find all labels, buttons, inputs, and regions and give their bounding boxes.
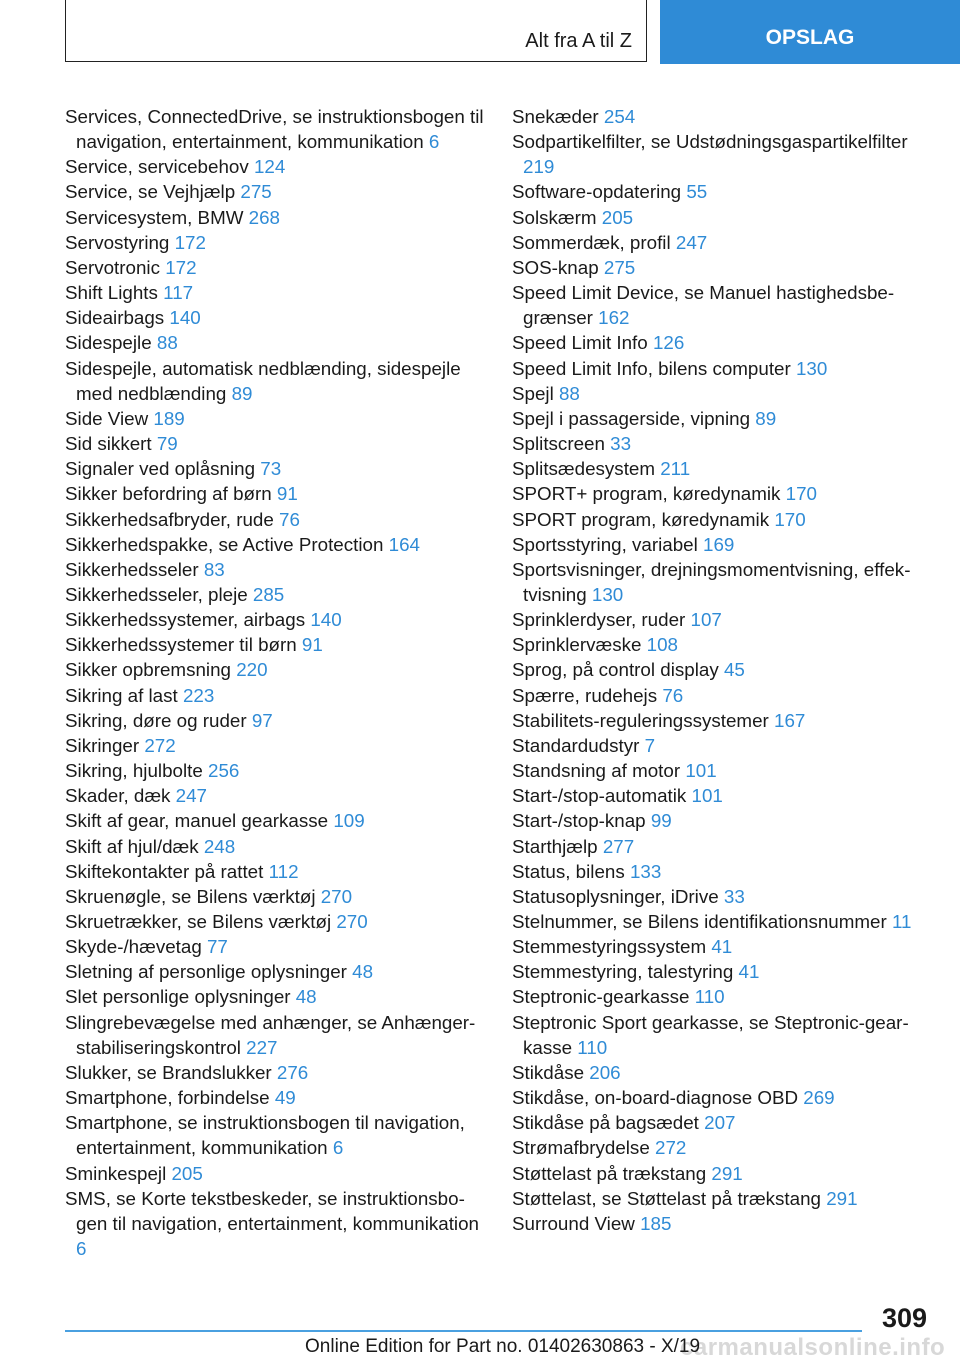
index-entry-page-link[interactable]: 207 [704,1112,736,1134]
index-entry-page-link[interactable]: 41 [711,936,733,958]
index-entry-page-link[interactable]: 110 [577,1036,608,1058]
index-entry [512,1110,927,1135]
index-entry [512,859,927,884]
header-box [65,0,647,62]
index-entry-page-link[interactable]: 268 [248,206,281,228]
index-entry-page-link[interactable]: 11 [891,911,912,932]
index-entry [512,783,927,808]
index-entry [512,959,927,984]
header-tab-opslag[interactable]: OPSLAG [660,0,960,64]
index-entry-page-link[interactable]: 41 [738,961,760,983]
index-entry-page-link[interactable]: 170 [774,508,806,530]
index-entry-term: Statusoplysninger, iDrive [512,885,719,907]
index-entry-term: Støttelast, se Støttelast på trækstang [512,1187,821,1209]
index-entry-page-link[interactable]: 272 [655,1137,687,1159]
index-entry-term: Sikring, døre og ruder [65,709,247,731]
index-entry-term: Smartphone, se instruktionsbogen til navigation, entertainment, kommunikation [65,1112,465,1159]
index-entry-term: Sid sikkert [65,433,152,455]
index-entry [65,104,485,154]
index-entry [65,657,485,682]
index-column-left [65,104,485,1261]
index-entry [512,431,927,456]
index-entry-page-link[interactable]: 33 [610,433,632,455]
index-entry-term: Sikkerhedssystemer til børn [65,634,297,656]
index-entry-term: Sikring, hjulbolte [65,760,203,782]
index-entry-page-link[interactable]: 49 [274,1087,296,1109]
index-entry-page-link[interactable]: 99 [650,810,672,832]
index-entry [512,557,927,607]
index-entry [512,657,927,682]
index-entry [65,708,485,733]
index-entry-term: Slingrebevægelse med anhænger, se Anhænger-stabiliseringskontrol [65,1011,476,1058]
index-entry-term: Spejl i passagerside, vipning [512,407,751,429]
index-entry-page-link[interactable]: 220 [236,659,268,681]
index-entry [65,532,485,557]
index-entry [512,1186,927,1211]
index-entry-term: Skyde-/hævetag [65,936,202,958]
index-entry-term: Service, se Vejhjælp [65,181,236,203]
index-entry-page-link[interactable]: 205 [171,1162,203,1184]
index-entry-page-link[interactable]: 108 [646,634,678,656]
index-entry-term: Servicesystem, BMW [65,206,244,228]
index-entry [512,179,927,204]
index-entry-term: Stelnummer, se Bilens identifikationsnummer [512,911,887,932]
index-column-right [512,104,927,1236]
index-entry [65,456,485,481]
index-entry [65,607,485,632]
index-entry [512,1085,927,1110]
index-entry [65,230,485,255]
index-entry-page-link[interactable]: 83 [203,558,225,580]
index-entry [512,507,927,532]
index-entry-term: SOS-knap [512,256,599,278]
index-entry-term: Stikdåse, on-board-diagnose OBD [512,1087,799,1109]
index-entry [65,406,485,431]
index-entry-term: Speed Limit Info [512,332,648,354]
index-entry-term: Strømafbrydelse [512,1137,650,1159]
index-entry [65,884,485,909]
index-entry [65,1010,485,1060]
index-entry [512,683,927,708]
index-entry-page-link[interactable]: 88 [156,332,178,354]
index-entry-page-link[interactable]: 169 [703,533,735,555]
index-entry-term: Stikdåse [512,1061,585,1083]
index-entry-page-link[interactable]: 109 [333,810,365,832]
index-entry-term: Stemmestyringssystem [512,936,707,958]
index-entry-page-link[interactable]: 7 [644,734,656,756]
index-entry-page-link[interactable]: 130 [795,357,828,379]
index-entry [65,507,485,532]
index-entry [65,683,485,708]
index-entry-term: Steptronic-gearkasse [512,986,690,1008]
index-entry-term: Sidespejle, automatisk nedblænding, sidespejle med nedblænding [65,357,461,404]
index-entry [65,557,485,582]
index-entry-term: Støttelast på trækstang [512,1162,707,1184]
index-entry-term: Skruetrækker, se Bilens værktøj [65,911,332,932]
index-entry-page-link[interactable]: 247 [675,231,708,253]
index-entry-page-link[interactable]: 172 [174,231,206,253]
index-entry-page-link[interactable]: 270 [320,885,353,907]
index-entry-page-link[interactable]: 162 [598,307,630,329]
index-entry-term: Skader, dæk [65,785,171,807]
index-entry [65,205,485,230]
index-entry-term: Stemmestyring, talestyring [512,961,734,983]
index-entry-page-link[interactable]: 77 [206,936,228,958]
index-entry-term: Slet personlige oplysninger [65,986,291,1008]
index-entry [512,808,927,833]
index-entry-term: Signaler ved oplåsning [65,458,256,480]
index-entry-page-link[interactable]: 133 [629,860,662,882]
index-entry-term: Starthjælp [512,835,598,857]
index-entry-term: Spærre, rudehejs [512,684,658,706]
index-entry-page-link[interactable]: 88 [558,382,580,404]
footer-edition: Online Edition for Part no. 01402630863 - X/19 [305,1336,701,1357]
index-entry-term: Sikkerhedsafbryder, rude [65,508,274,530]
index-entry [512,356,927,381]
index-entry-page-link[interactable]: 91 [301,634,323,656]
index-entry-page-link[interactable]: 124 [253,156,286,178]
index-entry-page-link[interactable]: 73 [260,458,282,480]
index-entry [512,481,927,506]
index-entry-page-link[interactable]: 256 [208,760,240,782]
index-entry [65,1085,485,1110]
index-entry-term: Sprog, på control display [512,659,719,681]
index-entry-page-link[interactable]: 185 [640,1212,672,1234]
index-entry [512,758,927,783]
index-entry [65,255,485,280]
index-entry-term: Sideairbags [65,307,165,329]
index-entry [512,381,927,406]
index-entry-page-link[interactable]: 189 [153,407,185,429]
index-entry-page-link[interactable]: 277 [602,835,635,857]
index-entry-page-link[interactable]: 272 [144,734,176,756]
index-entry-page-link[interactable]: 291 [711,1162,743,1184]
index-entry-page-link[interactable]: 76 [279,508,300,530]
index-entry [65,1161,485,1186]
index-entry-term: Sikringer [65,734,140,756]
page-number: 309 [881,1303,927,1333]
index-entry-page-link[interactable]: 45 [723,659,745,681]
index-entry-term: Shift Lights [65,282,158,304]
index-entry-page-link[interactable]: 248 [203,835,236,857]
index-entry [512,280,927,330]
index-entry-page-link[interactable]: 126 [652,332,685,354]
index-entry-term: Slukker, se Brandslukker [65,1061,272,1083]
index-entry-page-link[interactable]: 140 [169,307,201,329]
index-entry [65,330,485,355]
index-entry-term: Sikkerhedsseler, pleje [65,583,248,605]
index-entry-term: Service, servicebehov [65,156,249,178]
index-entry [512,532,927,557]
index-entry-term: Sodpartikelfilter, se Udstødningsgaspartikelfilter [512,131,908,153]
index-entry-term: Sprinklervæske [512,634,642,656]
index-entry [512,255,927,280]
index-entry [65,959,485,984]
index-entry-term: SPORT program, køredynamik [512,508,770,530]
watermark-logo: carmanualsonline.info [680,1334,946,1361]
index-entry-page-link[interactable]: 55 [686,181,708,203]
index-entry-page-link[interactable]: 205 [601,206,634,228]
index-entry-page-link[interactable]: 276 [276,1061,309,1083]
index-entry-page-link[interactable]: 89 [755,407,777,429]
index-entry-page-link[interactable]: 223 [182,684,215,706]
index-entry-page-link[interactable]: 97 [251,709,273,731]
index-entry [65,1110,485,1160]
index-entry-page-link[interactable]: 130 [591,583,624,605]
index-entry-page-link[interactable]: 247 [175,785,208,807]
index-entry-page-link[interactable]: 6 [76,1238,87,1260]
index-entry-page-link[interactable]: 6 [332,1137,344,1159]
index-entry-term: Standardudstyr [512,734,640,756]
index-entry [512,884,927,909]
index-entry-page-link[interactable]: 254 [603,106,636,127]
index-entry-term: Steptronic Sport gearkasse, se Steptronic-gearkasse [512,1011,909,1058]
index-entry [512,632,927,657]
index-entry-term: Skift af gear, manuel gearkasse [65,810,329,832]
index-entry-page-link[interactable]: 48 [352,961,374,983]
index-entry-page-link[interactable]: 164 [388,533,420,555]
index-entry [512,230,927,255]
index-entry-page-link[interactable]: 33 [723,885,745,907]
index-entry-page-link[interactable]: 269 [803,1087,835,1109]
index-entry [512,456,927,481]
index-entry-page-link[interactable]: 140 [310,609,342,631]
index-entry-page-link[interactable]: 219 [523,156,555,178]
footer-divider [65,1330,862,1332]
index-entry-term: Software-opdatering [512,181,682,203]
index-entry [512,909,927,934]
index-entry [512,406,927,431]
index-entry [512,984,927,1009]
index-entry-page-link[interactable]: 91 [276,483,298,505]
index-entry-page-link[interactable]: 211 [660,458,691,480]
index-entry-page-link[interactable]: 117 [163,282,194,304]
index-entry-term: Servotronic [65,256,160,278]
index-entry [512,104,927,129]
index-entry-page-link[interactable]: 172 [165,256,197,278]
index-entry-term: Speed Limit Info, bilens computer [512,357,791,379]
index-entry-term: Solskærm [512,206,597,228]
index-entry [512,1211,927,1236]
index-entry [65,859,485,884]
header-section-title: Alt fra A til Z [525,30,632,52]
index-entry-term: Speed Limit Device, se Manuel hastighedsbegrænser [512,282,895,329]
index-entry-term: Services, ConnectedDrive, se instruktionsbogen til navigation, entertainment, kommunikation [65,106,484,153]
index-entry [512,834,927,859]
index-entry-term: Snekæder [512,106,599,127]
index-entry-term: Sprinklerdyser, ruder [512,609,686,631]
index-entry-page-link[interactable]: 79 [156,433,178,455]
index-entry [65,582,485,607]
index-entry [512,129,927,179]
index-entry [512,1010,927,1060]
index-entry-term: Start-/stop-automatik [512,785,687,807]
index-entry [512,205,927,230]
index-entry-page-link[interactable]: 110 [694,986,725,1008]
index-entry [512,1135,927,1160]
index-entry-term: Stabilitets-reguleringssystemer [512,709,769,731]
index-entry-term: Splitsædesystem [512,458,655,480]
index-entry-page-link[interactable]: 101 [685,760,717,782]
index-entry-term: Sikkerhedsseler [65,558,199,580]
index-entry [65,808,485,833]
index-entry [512,607,927,632]
index-entry-term: Sminkespejl [65,1162,167,1184]
index-entry [65,1186,485,1261]
index-entry-term: Sidespejle [65,332,152,354]
index-entry-term: SPORT+ program, køredynamik [512,483,781,505]
index-entry-term: Sletning af personlige oplysninger [65,961,347,983]
index-entry-page-link[interactable]: 270 [336,911,368,932]
index-entry-page-link[interactable]: 6 [428,131,440,153]
index-entry-page-link[interactable]: 227 [246,1036,278,1058]
index-entry-term: Sikkerhedssystemer, airbags [65,609,306,631]
index-entry-term: SMS, se Korte tekstbeskeder, se instruktionsbogen til navigation, entertainment, kommunikation [65,1187,479,1234]
index-entry-term: Sportsstyring, variabel [512,533,698,555]
index-entry [65,632,485,657]
index-entry-page-link[interactable]: 167 [774,709,806,731]
index-entry [512,733,927,758]
index-entry [65,305,485,330]
index-entry-page-link[interactable]: 48 [295,986,317,1008]
index-entry [65,834,485,859]
index-entry-page-link[interactable]: 275 [240,181,272,203]
index-entry-term: Skruenøgle, se Bilens værktøj [65,885,316,907]
index-entry [65,934,485,959]
index-entry-page-link[interactable]: 206 [589,1061,621,1083]
index-entry-page-link[interactable]: 101 [691,785,723,807]
index-entry-term: Smartphone, forbindelse [65,1087,270,1109]
index-entry-page-link[interactable]: 285 [252,583,285,605]
index-entry-term: Sikkerhedspakke, se Active Protection [65,533,384,555]
index-entry [65,356,485,406]
index-entry [512,1161,927,1186]
index-entry [65,758,485,783]
index-entry [512,708,927,733]
index-entry [65,431,485,456]
index-entry-term: Spejl [512,382,554,404]
index-entry-page-link[interactable]: 112 [268,860,299,882]
index-entry [65,783,485,808]
index-entry-term: Splitscreen [512,433,605,455]
index-entry [65,280,485,305]
index-entry-term: Servostyring [65,231,170,253]
index-entry [65,733,485,758]
index-entry-term: Side View [65,407,149,429]
index-entry [65,154,485,179]
index-entry [512,330,927,355]
index-entry [65,984,485,1009]
index-entry-term: Surround View [512,1212,635,1234]
index-entry [65,481,485,506]
index-entry-page-link[interactable]: 107 [690,609,722,631]
index-entry [65,179,485,204]
index-entry-term: Start-/stop-knap [512,810,646,832]
index-entry-term: Sikker opbremsning [65,659,231,681]
index-entry [512,934,927,959]
index-entry [65,1060,485,1085]
index-entry-term: Sportsvisninger, drejningsmomentvisning, effektvisning [512,558,911,605]
index-entry-page-link[interactable]: 275 [603,256,636,278]
index-entry-page-link[interactable]: 291 [826,1187,858,1209]
index-entry-term: Standsning af motor [512,760,681,782]
index-entry-page-link[interactable]: 76 [662,684,684,706]
index-entry-page-link[interactable]: 89 [231,382,253,404]
index-entry [65,909,485,934]
index-entry-term: Sikker befordring af børn [65,483,272,505]
index-entry-term: Status, bilens [512,860,625,882]
index-entry [512,1060,927,1085]
index-entry-term: Skift af hjul/dæk [65,835,199,857]
index-entry-page-link[interactable]: 170 [785,483,817,505]
index-entry-term: Skiftekontakter på rattet [65,860,264,882]
index-entry-term: Sikring af last [65,684,178,706]
index-entry-term: Sommerdæk, profil [512,231,671,253]
index-entry-term: Stikdåse på bagsædet [512,1112,699,1134]
